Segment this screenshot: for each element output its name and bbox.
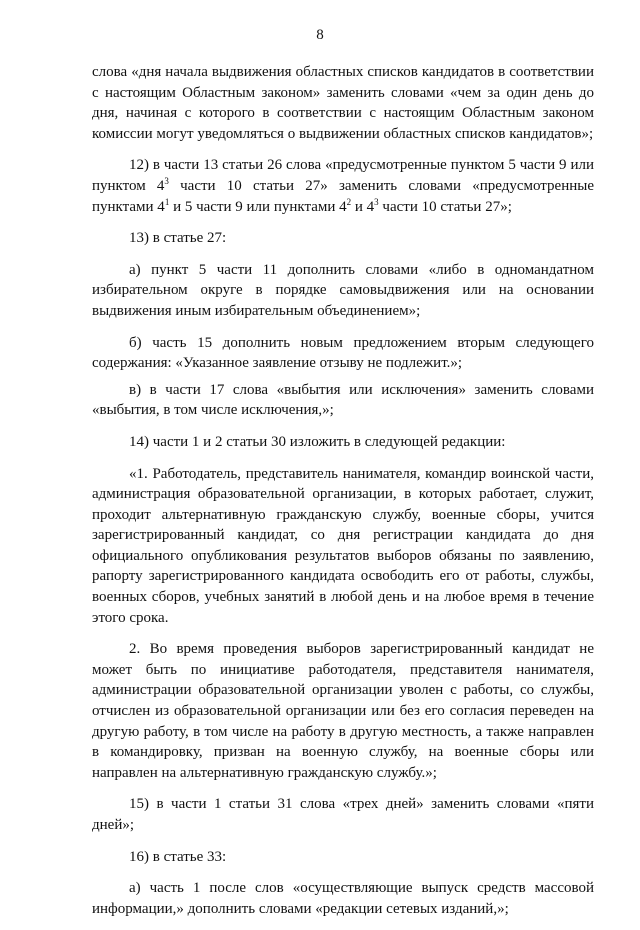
paragraph-2: 13) в статье 27:: [129, 230, 227, 247]
paragraph-5: в) в части 17 слова «выбытия или исключения» заменить словами «выбытия, в том числе исключения,»;: [92, 381, 594, 419]
paragraph-4: б) часть 15 дополнить новым предложением вторым следующего содержания: «Указанное заявление отзыву не подлежит.»;: [92, 334, 594, 372]
paragraph-7: «1. Работодатель, представитель нанимателя, командир воинской части, администрация образовательной организации, в которых работает, служит, проходит альтернативную гражданскую службу, военные сборы, учится зарегистрированный кандидат, со дня регистрации кандидата до дня официального опубликования результатов выборов обязаны по заявлению, рапорту зарегистрированного кандидата освободить его от работы, службы, военных сборов, учебных занятий в любой день и на любое время в течение этого срока.: [92, 465, 594, 626]
paragraph-0: слова «дня начала выдвижения областных списков кандидатов в соответствии с настоящим Областным законом» заменить словами «чем за один день до дня, начиная с которого в соответствии с настоящим Областным законом комиссии могут уведомляться о выдвижении областных списков кандидатов»;: [92, 64, 594, 142]
paragraph-1: 12) в части 13 статьи 26 слова «предусмотренные пунктом 5 части 9 или пунктом $4^3$ части 10 статьи 27» заменить словами «предусмотренные пунктами $4^1$ и 5 части 9 или пунктами $4^2$ и $4^3$ части 10 статьи 27»;: [92, 157, 594, 215]
paragraph-11: а) часть 1 после слов «осуществляющие выпуск средств массовой информации,» дополнить словами «редакции сетевых изданий,»;: [92, 880, 594, 917]
paragraph-10: 16) в статье 33:: [129, 848, 227, 865]
paragraph-3: а) пункт 5 части 11 дополнить словами «либо в одномандатном избирательном округе в порядке самовыдвижения или на основании выдвижения иным избирательным объединением»;: [92, 261, 594, 319]
paragraph-9: 15) в части 1 статьи 31 слова «трех дней» заменить словами «пяти дней»;: [92, 796, 594, 833]
document-body: [92, 62, 594, 930]
paragraph-6: 14) части 1 и 2 статьи 30 изложить в следующей редакции:: [129, 433, 506, 450]
paragraph-8: 2. Во время проведения выборов зарегистрированный кандидат не может быть по инициативе работодателя, представителя нанимателя, администрации образовательной организации уволен с работы, со службы, отчислен из образовательной организации или без его согласия переведен на другую работу, в том числе на работу в другую местность, а также направлен в командировку, призван на военную службу, на военные сборы или направлен на альтернативную гражданскую службу.»;: [92, 641, 594, 781]
page-number: 8: [316, 27, 324, 43]
